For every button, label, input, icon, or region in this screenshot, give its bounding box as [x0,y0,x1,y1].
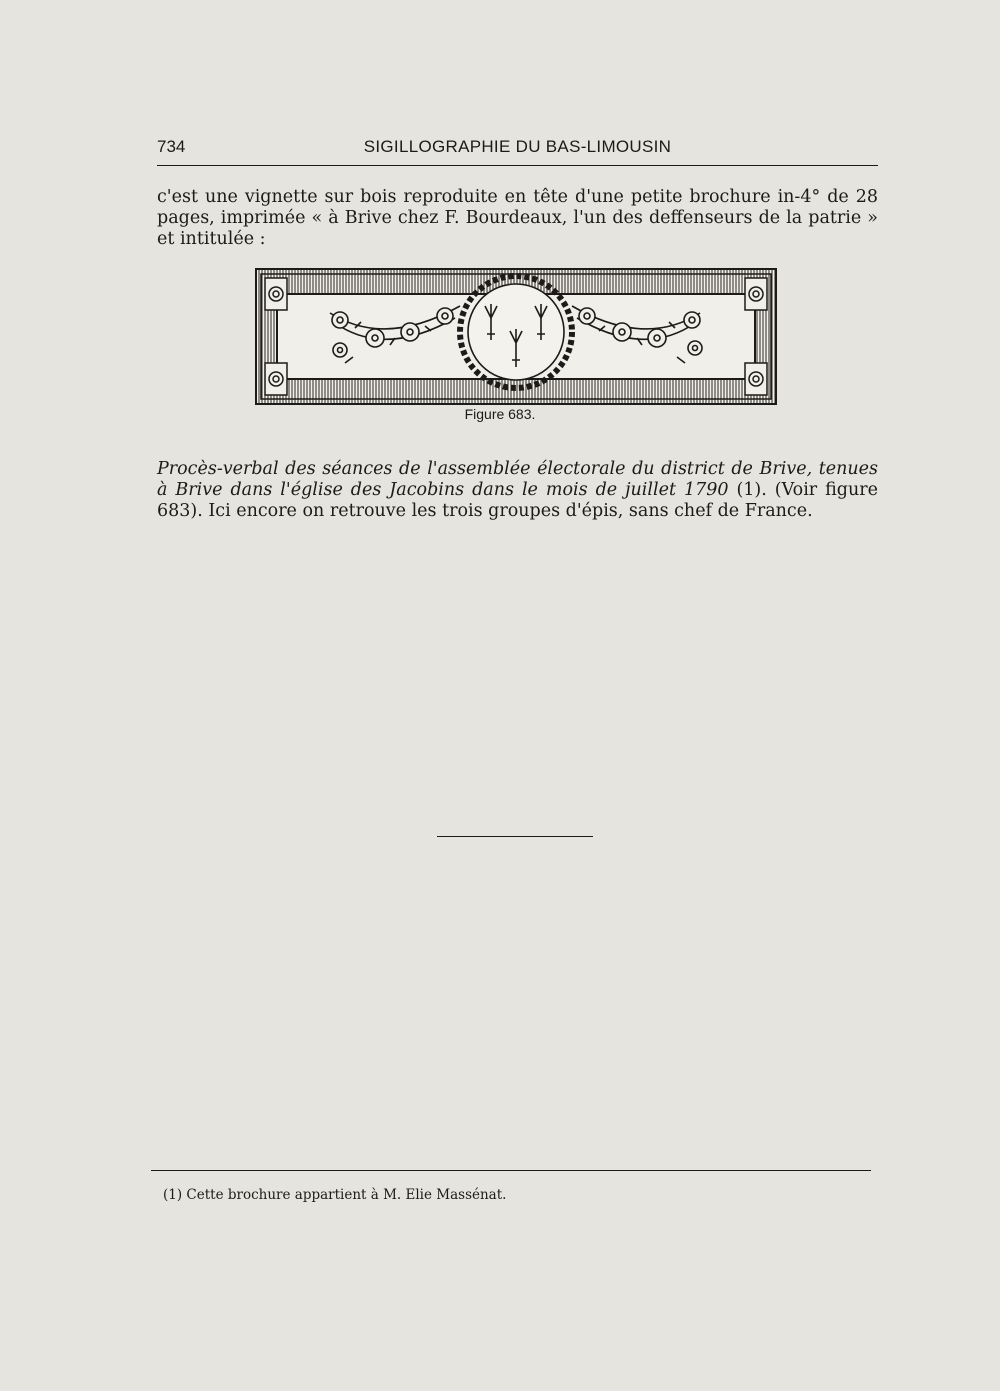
section-separator-rule [437,836,593,837]
footnote: (1) Cette brochure appartient à M. Elie Massénat. [163,1187,507,1203]
woodcut-vignette [255,268,777,405]
footnote-rule [151,1170,871,1171]
body-paragraph-1: c'est une vignette sur bois reproduite en tête d'une petite brochure in-4° de 28 pages, imprimée « à Brive chez F. Bourdeaux, l'un des deffenseurs de la patrie » et intitulée : [157,187,878,249]
document-title-italic: Procès-verbal des séances de l'assemblée électorale du district de Brive, tenues à Brive dans l'église des Jacobins dans le mois de juillet 1790 [157,459,878,500]
page-header [157,137,878,161]
wreath-medallion [460,276,572,388]
paragraph-continuation: (1). (Voir figure 683). Ici encore on retrouve les trois groupes d'épis, sans chef de France. [157,480,878,521]
body-paragraph-2 [157,459,878,522]
running-title: SIGILLOGRAPHIE DU BAS-LIMOUSIN [363,137,672,156]
page-number: 734 [157,137,186,156]
figure-caption: Figure 683. [464,406,536,422]
header-rule [157,165,878,166]
